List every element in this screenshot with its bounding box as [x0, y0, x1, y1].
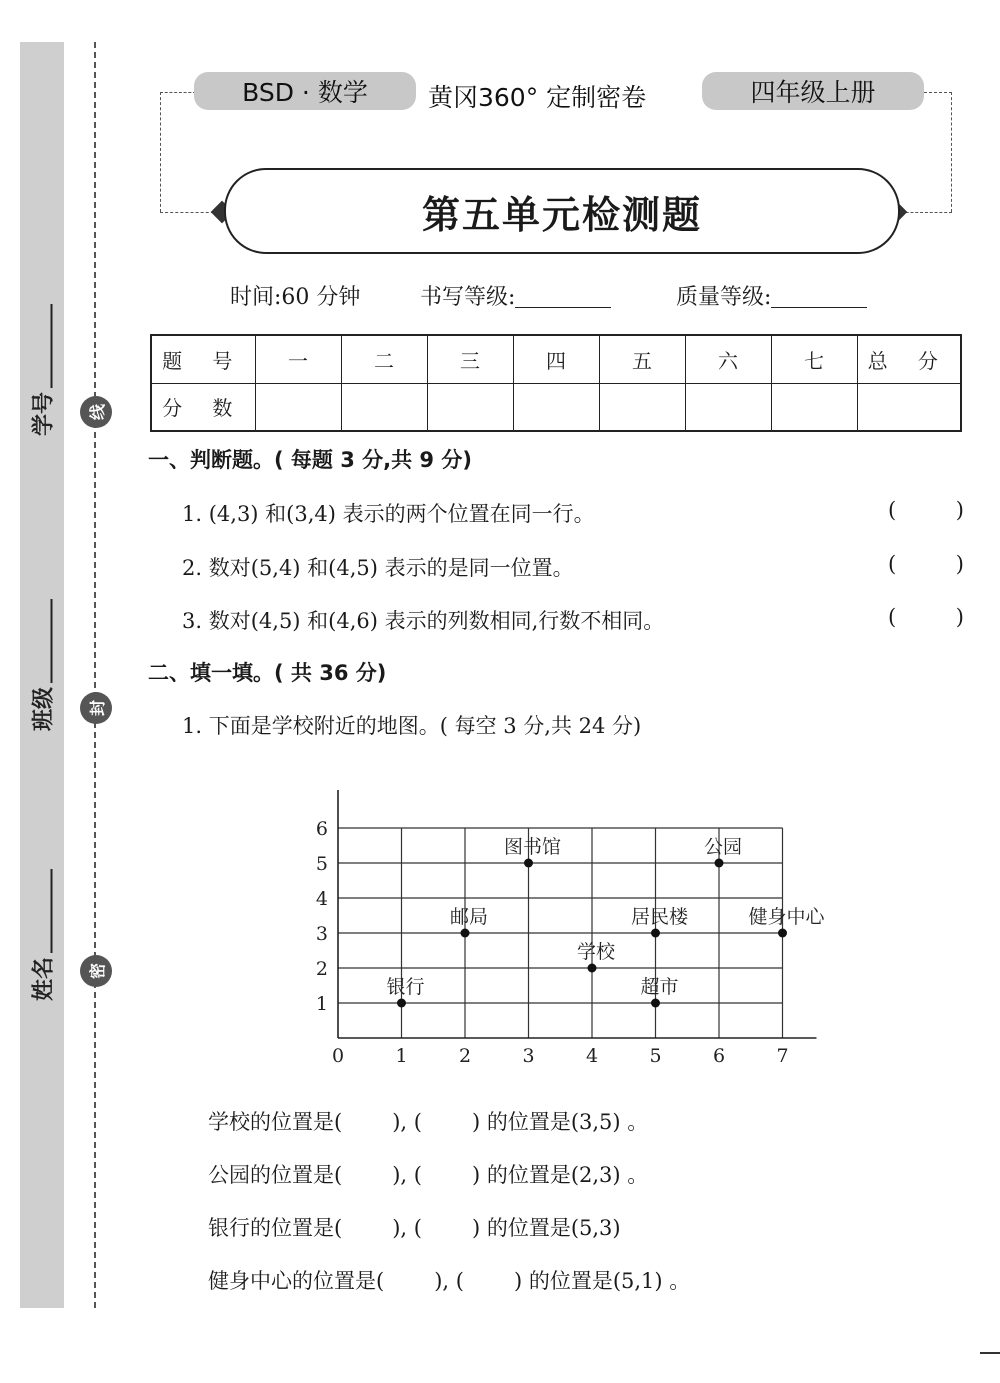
- map-point: [651, 999, 660, 1008]
- section2-title: 二、填一填。( 共 36 分): [148, 661, 387, 685]
- map-point-label: 邮局: [449, 906, 489, 928]
- paren-close: ): [955, 605, 964, 629]
- map-point: [524, 859, 533, 868]
- x-tick-label: 5: [649, 1045, 662, 1067]
- x-tick-label: 6: [712, 1045, 726, 1067]
- quality-grade-label: 质量等级:: [676, 285, 772, 310]
- fill-text: ) 的位置是(3,5) 。: [471, 1110, 649, 1134]
- header-dash-left-v: [160, 92, 161, 212]
- fill-text: 银行的位置是(: [208, 1216, 343, 1240]
- fill-text: 健身中心的位置是(: [208, 1269, 385, 1293]
- map-point-label: 健身中心: [748, 906, 825, 928]
- judge-question-2: 2. 数对(5,4) 和(4,5) 表示的是同一位置。: [182, 556, 574, 580]
- map-point-label: 银行: [386, 976, 425, 998]
- header-cell: 六: [685, 335, 771, 383]
- x-tick-label: 3: [522, 1045, 535, 1067]
- map-point-label: 居民楼: [630, 906, 689, 928]
- writing-grade-label: 书写等级:: [420, 285, 516, 310]
- student-id-field[interactable]: [27, 304, 58, 436]
- fill-text: ), (: [392, 1163, 422, 1187]
- judge-question-3: 3. 数对(4,5) 和(4,6) 表示的列数相同,行数不相同。: [182, 609, 665, 633]
- series-name: 黄冈360° 定制密卷: [428, 83, 647, 112]
- score-cell[interactable]: [771, 383, 857, 431]
- map-point-label: 公园: [703, 836, 743, 858]
- map-point: [397, 999, 406, 1008]
- y-tick-label: 5: [315, 853, 328, 875]
- header-cell: 五: [599, 335, 685, 383]
- score-table: [150, 334, 962, 432]
- paren-open: (: [888, 552, 897, 576]
- map-point: [715, 859, 724, 868]
- map-point-label: 学校: [576, 941, 616, 963]
- map-point: [651, 929, 660, 938]
- score-table-header-row: [151, 335, 961, 383]
- score-cell[interactable]: [427, 383, 513, 431]
- header-dash-right-v: [951, 92, 952, 212]
- map-point: [461, 929, 470, 938]
- header-cell: 二: [341, 335, 427, 383]
- name-label: 姓名: [31, 956, 57, 1002]
- x-tick-label: 1: [395, 1045, 408, 1067]
- header-cell: 七: [771, 335, 857, 383]
- fill-text: ), (: [434, 1269, 464, 1293]
- answer-paren-2[interactable]: [888, 552, 964, 576]
- class-blank[interactable]: [33, 599, 53, 683]
- quality-grade-blank[interactable]: [771, 285, 867, 308]
- quality-grade-field[interactable]: [676, 280, 867, 311]
- paren-open: (: [888, 605, 897, 629]
- map-point-label: 超市: [640, 976, 679, 998]
- score-cell[interactable]: [857, 383, 961, 431]
- score-cell[interactable]: [513, 383, 599, 431]
- page-corner-mark: [980, 1352, 1000, 1354]
- header-cell: 三: [427, 335, 513, 383]
- fill-text: ) 的位置是(5,3): [471, 1216, 621, 1240]
- name-field[interactable]: [27, 869, 58, 1001]
- name-blank[interactable]: [33, 869, 53, 953]
- fill-text: ), (: [392, 1216, 422, 1240]
- answer-paren-1[interactable]: [888, 498, 964, 522]
- header-dash-left: [160, 92, 196, 93]
- binding-dotted-line: [94, 42, 96, 1308]
- score-cell[interactable]: [599, 383, 685, 431]
- score-table-score-row: [151, 383, 961, 431]
- x-tick-label: 2: [458, 1045, 472, 1067]
- fill-line-2: [208, 1159, 648, 1189]
- grade-tag: 四年级上册: [702, 72, 924, 110]
- score-cell[interactable]: [685, 383, 771, 431]
- class-label: 班级: [31, 686, 57, 732]
- seal-mi-badge: 密: [80, 955, 112, 987]
- map-point-label: 图书馆: [503, 836, 562, 858]
- header-cell: 总 分: [857, 335, 961, 383]
- fill-question-1: 1. 下面是学校附近的地图。( 每空 3 分,共 24 分): [182, 714, 642, 738]
- score-row-label: 分 数: [151, 383, 255, 431]
- writing-grade-blank[interactable]: [515, 285, 611, 308]
- x-tick-label: 0: [331, 1045, 345, 1067]
- fill-line-1: [208, 1106, 648, 1136]
- school-map-grid: [300, 780, 840, 1080]
- class-field[interactable]: [27, 599, 58, 731]
- y-tick-label: 1: [315, 993, 328, 1015]
- y-tick-label: 2: [315, 958, 328, 980]
- header-dash-right: [924, 92, 952, 93]
- page-title: 第五单元检测题: [224, 168, 900, 254]
- fill-text: 学校的位置是(: [208, 1110, 343, 1134]
- y-tick-label: 4: [315, 888, 328, 910]
- student-id-label: 学号: [31, 391, 57, 437]
- fill-line-4: [208, 1265, 690, 1295]
- y-tick-label: 3: [315, 923, 328, 945]
- header-cell: 四: [513, 335, 599, 383]
- seal-feng-badge: 封: [80, 692, 112, 724]
- map-point: [588, 964, 597, 973]
- paren-open: (: [888, 498, 897, 522]
- paren-close: ): [955, 552, 964, 576]
- answer-paren-3[interactable]: [888, 605, 964, 629]
- paren-close: ): [955, 498, 964, 522]
- exam-time: 时间:60 分钟: [230, 285, 361, 310]
- writing-grade-field[interactable]: [420, 280, 611, 311]
- x-tick-label: 7: [776, 1045, 789, 1067]
- student-id-blank[interactable]: [33, 304, 53, 388]
- fill-text: ) 的位置是(2,3) 。: [471, 1163, 649, 1187]
- fill-text: 公园的位置是(: [208, 1163, 343, 1187]
- seal-line-badge: 线: [80, 396, 112, 428]
- section1-title: 一、判断题。( 每题 3 分,共 9 分): [148, 448, 472, 472]
- fill-text: ), (: [392, 1110, 422, 1134]
- header-cell: 题 号: [151, 335, 255, 383]
- map-point: [778, 929, 787, 938]
- judge-question-1: 1. (4,3) 和(3,4) 表示的两个位置在同一行。: [182, 502, 595, 526]
- subject-tag: BSD · 数学: [194, 72, 416, 110]
- score-cell[interactable]: [341, 383, 427, 431]
- fill-text: ) 的位置是(5,1) 。: [513, 1269, 691, 1293]
- fill-line-3: [208, 1212, 621, 1242]
- y-tick-label: 6: [315, 818, 328, 840]
- header-cell: 一: [255, 335, 341, 383]
- score-cell[interactable]: [255, 383, 341, 431]
- x-tick-label: 4: [585, 1045, 599, 1067]
